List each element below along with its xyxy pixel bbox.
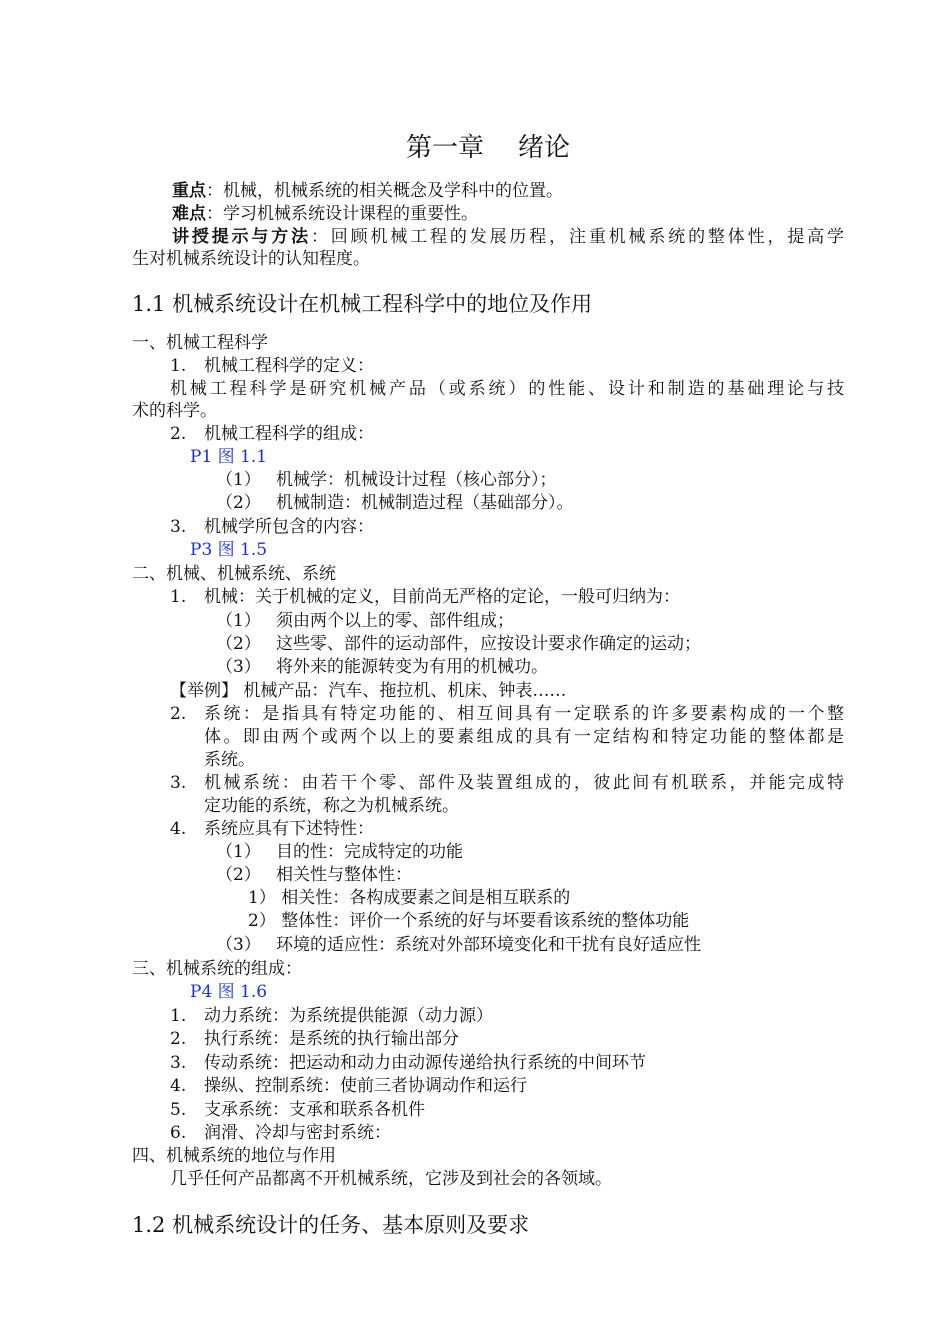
teaching-method-cont: 生对机械系统设计的认知程度。 [132,249,370,269]
sub-list-item: （1） 目的性：完成特定的功能 [216,842,463,862]
subsection-title-a: 一、机械工程科学 [132,333,268,353]
teaching-method-label: 讲授提示与方法 [172,227,311,247]
sub-list-item: （1） 机械学：机械设计过程（核心部分）； [216,470,557,490]
key-point-label: 重点 [172,181,206,201]
section-heading-1-1: 1.1 机械系统设计在机械工程科学中的地位及作用 [132,292,593,316]
subsection-title-c: 三、机械系统的组成： [132,959,302,979]
section-heading-1-2: 1.2 机械系统设计的任务、基本原则及要求 [132,1213,530,1237]
subsection-title-d: 四、机械系统的地位与作用 [132,1146,336,1166]
list-item: 1. 机械：关于机械的定义，目前尚无严格的定论，一般可归纳为： [170,587,680,607]
sub-list-item: （1） 须由两个以上的零、部件组成； [216,611,514,631]
sub-list-item: （2） 相关性与整体性： [216,865,412,885]
teaching-method-text: ：回顾机械工程的发展历程，注重机械系统的整体性，提高学 [310,227,845,247]
difficulty [172,203,478,225]
chapter-title [0,131,950,165]
teaching-method [172,226,844,248]
list-item-text: 体。即由两个或两个以上的要素组成的具有一定结构和特定功能的整体都是 [204,727,844,747]
list-item: 2. 执行系统：是系统的执行输出部分 [170,1029,459,1049]
list-item: 3. 机械学所包含的内容： [170,517,374,537]
key-point [172,180,563,202]
sub-list-item: （3） 将外来的能源转变为有用的机械功。 [216,657,548,677]
figure-reference: P3 图 1.5 [190,540,268,560]
sub-sub-list-item: 1） 相关性：各构成要素之间是相互联系的 [248,888,571,908]
list-item-text: 系统：是指具有特定功能的、相互间具有一定联系的许多要素构成的一个整 [204,704,844,724]
difficulty-text: ：学习机械系统设计课程的重要性。 [206,204,478,224]
list-item: 2. 机械工程科学的组成： [170,424,374,444]
list-item: 3. [170,773,187,793]
list-item: 2. [170,704,187,724]
list-item-text: 系统。 [204,750,255,770]
list-item: 6. 润滑、冷却与密封系统： [170,1123,391,1143]
figure-reference: P1 图 1.1 [190,447,268,467]
sub-sub-list-item: 2） 整体性：评价一个系统的好与坏要看该系统的整体功能 [248,911,690,931]
list-item: 4. 系统应具有下述特性： [170,819,374,839]
figure-reference: P4 图 1.6 [190,982,268,1002]
subsection-title-b: 二、机械、机械系统、系统 [132,564,336,584]
list-item: 5. 支承系统：支承和联系各机件 [170,1100,425,1120]
example-line: 【举例】 机械产品：汽车、拖拉机、机床、钟表…… [170,681,567,701]
list-item-text: 机械系统：由若干个零、部件及装置组成的，彼此间有机联系，并能完成特 [204,773,844,793]
sub-list-item: （2） 机械制造：机械制造过程（基础部分）。 [216,493,574,513]
list-item-text: 定功能的系统，称之为机械系统。 [204,796,459,816]
paragraph: 机械工程科学是研究机械产品（或系统）的性能、设计和制造的基础理论与技 [170,379,844,399]
paragraph-cont: 术的科学。 [132,401,217,421]
sub-list-item: （3） 环境的适应性：系统对外部环境变化和干扰有良好适应性 [216,935,701,955]
list-item: 1. 机械工程科学的定义： [170,356,374,376]
list-item: 1. 动力系统：为系统提供能源（动力源） [170,1006,493,1026]
key-point-text: ：机械，机械系统的相关概念及学科中的位置。 [206,181,563,201]
chapter-number: 第一章 [405,133,484,163]
sub-list-item: （2） 这些零、部件的运动部件，应按设计要求作确定的运动； [216,634,701,654]
list-item: 3. 传动系统：把运动和动力由动源传递给执行系统的中间环节 [170,1053,646,1073]
list-item: 4. 操纵、控制系统：使前三者协调动作和运行 [170,1076,527,1096]
difficulty-label: 难点 [172,204,206,224]
paragraph: 几乎任何产品都离不开机械系统，它涉及到社会的各领域。 [170,1169,612,1189]
chapter-name: 绪论 [518,133,571,163]
